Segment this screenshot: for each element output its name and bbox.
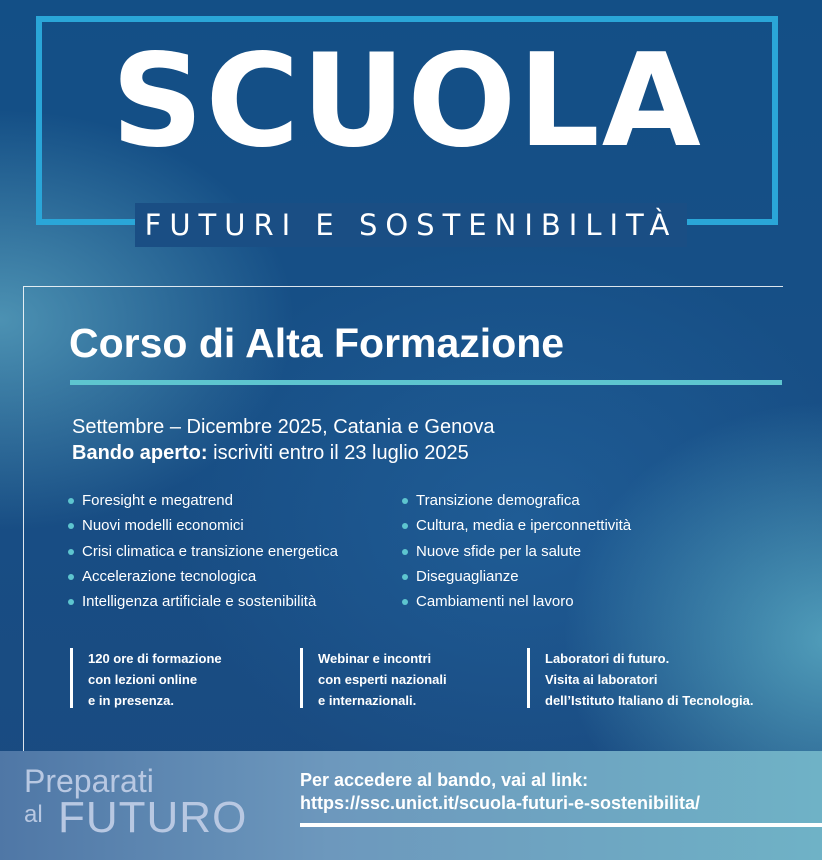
topic-label: Intelligenza artificiale e sostenibilità <box>82 593 317 611</box>
topic-list-right <box>400 490 631 616</box>
bullet-dot-icon <box>402 599 408 605</box>
tagline-futuro: FUTURO <box>58 793 248 842</box>
feature-webinars: Webinar e incontri con esperti nazionali e internazionali. <box>300 648 510 708</box>
call-deadline: iscriviti entro il 23 luglio 2025 <box>207 442 469 464</box>
bullet-dot-icon <box>402 523 408 529</box>
topic-label: Nuovi modelli economici <box>82 517 244 535</box>
tagline-preparati: Preparati <box>24 763 154 799</box>
topic-label: Nuove sfide per la salute <box>416 542 582 560</box>
bullet-dot-icon <box>402 498 408 504</box>
topic-label: Crisi climatica e transizione energetica <box>82 542 338 560</box>
topic-label: Cambiamenti nel lavoro <box>416 593 574 611</box>
feature-training-hours: 120 ore di formazione con lezioni online e in presenza. <box>70 648 280 708</box>
bullet-dot-icon <box>68 599 74 605</box>
cta-underline <box>300 823 822 827</box>
topic-label: Foresight e megatrend <box>82 492 233 509</box>
subtitle-wrap <box>0 203 822 247</box>
page-subtitle: FUTURI E SOSTENIBILITÀ <box>135 203 688 247</box>
list-item <box>66 490 338 515</box>
call-label: Bando aperto: <box>72 442 208 464</box>
list-item <box>400 515 631 540</box>
bullet-dot-icon <box>68 549 74 555</box>
bullet-dot-icon <box>402 549 408 555</box>
topic-list-left <box>66 490 338 616</box>
list-item <box>400 541 631 566</box>
list-item <box>66 591 338 616</box>
bullet-dot-icon <box>68 523 74 529</box>
list-item <box>66 515 338 540</box>
page-title: SCUOLA <box>111 27 703 176</box>
cta-text: Per accedere al bando, vai al link: <box>300 770 589 790</box>
topic-label: Cultura, media e iperconnettività <box>416 517 632 535</box>
list-item <box>66 541 338 566</box>
bullet-dot-icon <box>402 574 408 580</box>
topic-label: Transizione demografica <box>416 492 580 509</box>
registration-link[interactable]: https://ssc.unict.it/scuola-futuri-e-sostenibilita/ <box>300 793 701 813</box>
list-item <box>400 490 631 515</box>
tagline-al: al <box>24 801 43 828</box>
list-item <box>400 566 631 591</box>
course-dates: Settembre – Dicembre 2025, Catania e Genova <box>72 416 495 438</box>
list-item <box>400 591 631 616</box>
bullet-dot-icon <box>68 574 74 580</box>
course-title-underline <box>70 380 782 385</box>
list-item <box>66 566 338 591</box>
topic-label: Diseguaglianze <box>416 567 519 585</box>
feature-labs: Laboratori di futuro. Visita ai laboratori dell’Istituto Italiano di Tecnologia. <box>527 648 797 708</box>
topic-label: Accelerazione tecnologica <box>82 567 257 585</box>
call-info <box>72 441 469 465</box>
course-title: Corso di Alta Formazione <box>69 320 565 366</box>
bullet-dot-icon <box>68 498 74 504</box>
